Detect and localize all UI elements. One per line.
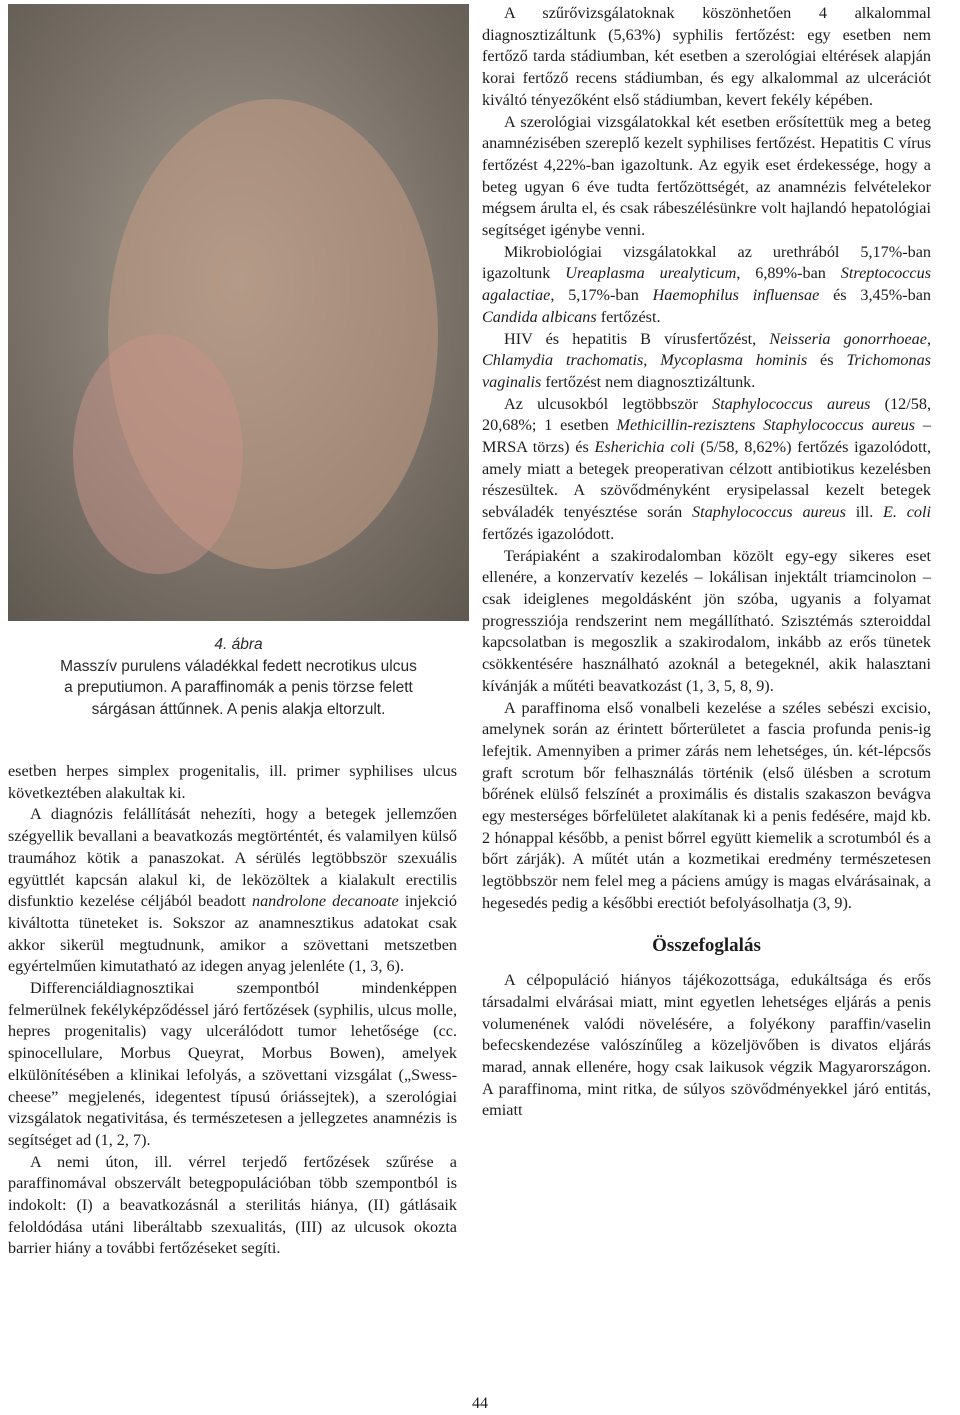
- text-run: fertőzés igazolódott.: [482, 524, 615, 543]
- italic-term: Candida albicans: [482, 307, 597, 326]
- right-column: [482, 3, 931, 1122]
- text-run: , 5,17%-ban: [550, 286, 653, 305]
- paragraph: [482, 242, 931, 329]
- text-run: , 6,89%-ban: [736, 264, 841, 283]
- italic-term: Methicillin-rezisztens Staphylococcus aureus: [616, 416, 916, 435]
- clinical-photo-placeholder: [8, 4, 469, 621]
- text-run: Mikrobiológiai vizsgálatokkal az urethrából 5,17%-ban igazoltunk: [482, 242, 931, 283]
- section-heading: Összefoglalás: [652, 934, 761, 956]
- paragraph: A szűrővizsgálatoknak köszönhetően 4 alkalommal diagnosztizáltunk (5,63%) syphilis fertőzést: egy esetben nem fertőző tarda stádiumban, két esetben a szerológiai eltérések alapján korai fertőző recens stádiumban, és egy alkalommal az ulcerációt kiváltó tényezőként első stádiumban, kevert fekély képében.: [482, 4, 931, 109]
- text-run: és 3,45%-ban: [819, 286, 931, 305]
- page-number: 44: [472, 1395, 488, 1412]
- text-run: ,: [926, 329, 931, 348]
- paragraph: esetben herpes simplex progenitalis, ill. primer syphilises ulcus következtében alakultak ki.: [8, 762, 457, 802]
- paragraph: [482, 394, 931, 546]
- text-run: – MRSA törzs) és: [482, 416, 931, 457]
- paragraph: A paraffinoma első vonalbeli kezelése a széles sebészi excisio, amelynek során az érintett bőrterületet a fascia profunda penis-ig lefejtik. Amennyiben a primer zárás nem lehetséges, ún. két-lépcsős graft scrotum bőr felhasználás történik (első ülésben a scrotum bőrének elülső felszínét a proximális és distalis szakaszon bevágva egy mesterséges bőrfelületet alakítanak ki a penis fedésére, majd kb. 2 hónappal később, a penist bőrrel együtt kiemelik a scrotumból és a bőrt zárják). A műtét után a kozmetikai eredmény természetesen legtöbbször nem felel meg a páciens amúgy is magas elvárásainak, a hegesedés pedig a későbbi erectiót befolyásolhatja (3, 9).: [482, 698, 931, 912]
- italic-term: Ureaplasma urealyticum: [565, 264, 737, 283]
- text-run: és: [807, 351, 847, 370]
- text-run: (12/58, 20,68%; 1 esetben: [482, 394, 931, 435]
- paragraph: A célpopuláció hiányos tájékozottsága, edukáltsága és erős társadalmi elvárásai miatt, mint egyetlen lehetséges eljárás a penis volumenének valódi növelésére, a folyékony paraffin/vaselin befecskendezése valószínűleg a közeljövőben is divatos eljárás marad, annak ellenére, hogy csak laikusok végzik Magyarországon. A paraffinoma, mint ritka, de súlyos szövődményekkel járó entitás, emiatt: [482, 971, 931, 1120]
- paragraph: A nemi úton, ill. vérrel terjedő fertőzések szűrése a paraffinomával obszervált betegpopulációban több szempontból is indokolt: (I) a beavatkozásnál a sterilitás hiánya, (II) gátlásaik feloldódása utáni liberáltabb szexualitás, (III) az ulcusok okozta barrier hiány a további fertőzéseket segíti.: [8, 1152, 457, 1258]
- paragraph: [482, 329, 931, 394]
- clinical-photo: [8, 4, 469, 621]
- text-run: fertőzést.: [596, 307, 661, 326]
- italic-term: Neisseria gonorrhoeae: [769, 329, 927, 348]
- paragraph: A szerológiai vizsgálatokkal két esetben erősítettük meg a beteg anamnézisében szereplő kezelt syphilises fertőzést. Hepatitis C vírus fertőzést 4,22%-ban igazoltunk. Az egyik eset érdekessége, hogy a beteg ugyan 6 éve tudta fertőzöttségét, az anamnézis felvételekor mégsem árulta el, és csak rábeszélésünkre volt hajlandó hepatológiai segítséget igénybe venni.: [482, 112, 931, 240]
- caption-line: Masszív purulens váladékkal fedett necrotikus ulcus: [60, 657, 417, 675]
- italic-term: Mycoplasma hominis: [660, 351, 808, 370]
- paragraph: Terápiaként a szakirodalomban közölt egy-egy sikeres eset ellenére, a konzervatív kezelés – lokálisan injektált triamcinolon – csak ideiglenes megoldásként jön szóba, ugyanis a folyamat progressziója rendszerint nem megállítható. Szisztémás szteroiddal kapcsolatban is megoszlik a szakirodalom, inkább az erős tünetek csökkentésére használható azoknál a betegeknél, akik halasztani kívánják a műtéti beavatkozást (1, 3, 5, 8, 9).: [482, 546, 931, 695]
- paragraph: [8, 804, 457, 978]
- text-run: (5/58, 8,62%) fertőzés igazolódott, amely miatt a betegek preoperativan célzott antibiotikus kezelésben részesültek. A szövődményként erysipelassal kezelt betegek sebváladék tenyésztése során: [482, 438, 931, 522]
- text-run: fertőzést nem diagnosztizáltunk.: [541, 372, 756, 391]
- italic-term: Esherichia coli: [594, 438, 695, 457]
- italic-term: Staphylococcus aureus: [712, 394, 871, 413]
- caption-line: sárgásan áttűnnek. A penis alakja eltorzult.: [91, 700, 386, 718]
- figure-number: 4. ábra: [214, 636, 263, 653]
- text-run: ill.: [845, 503, 884, 522]
- italic-term: Haemophilus influensae: [652, 286, 820, 305]
- text-run: Az ulcusokból legtöbbször: [504, 394, 713, 413]
- figure-caption: [8, 634, 469, 720]
- text-run: ,: [643, 351, 661, 370]
- italic-term: Staphylococcus aureus: [692, 503, 846, 522]
- text-run: HIV és hepatitis B vírusfertőzést,: [504, 329, 770, 348]
- italic-term: nandrolone decanoate: [251, 892, 399, 911]
- italic-term: Chlamydia trachomatis: [482, 351, 644, 370]
- italic-term: Streptococcus agalactiae: [482, 264, 931, 305]
- text-run: A diagnózis felállítását nehezíti, hogy a betegek jellemzően szégyellik bevallani a beavatkozás megtörténtét, és valamilyen külső traumához kötik a panaszokat. A sérülés legtöbbször szexuális együttlét kapcsán alakul ki, de leközöltek a kialakult erectilis disfunktio kezelése céljából beadott: [8, 805, 457, 911]
- left-column: [8, 761, 457, 1260]
- text-run: injekció kiváltotta tüneteket is. Sokszor az anamnesztikus adatokat csak akkor sikerül megtudnunk, amikor a szövettani metszetben egyértelműen kimutatható az idegen anyag jelenléte (1, 3, 6).: [8, 892, 457, 976]
- paragraph: Differenciáldiagnosztikai szempontból mindenképpen felmerülnek fekélyképződéssel járó fertőzések (syphilis, ulcus molle, hepres progenitalis) vagy ulcerálódott tumor lehetősége (cc. spinocellulare, Morbus Queyrat, Morbus Bowen), amelyek elkülönítésében a klinikai lefolyás, a szövettani vizsgálat („Swess-cheese” megjelenés, idegentest típusú óriássejtek), a szerológiai vizsgálatok negativitása, és természetesen a jellegzetes anamnézis is segítséget ad (1, 2, 7).: [8, 979, 457, 1149]
- italic-term: Trichomonas vaginalis: [482, 351, 931, 391]
- caption-line: a preputiumon. A paraffinomák a penis törzse felett: [64, 679, 413, 696]
- italic-term: E. coli: [883, 503, 932, 522]
